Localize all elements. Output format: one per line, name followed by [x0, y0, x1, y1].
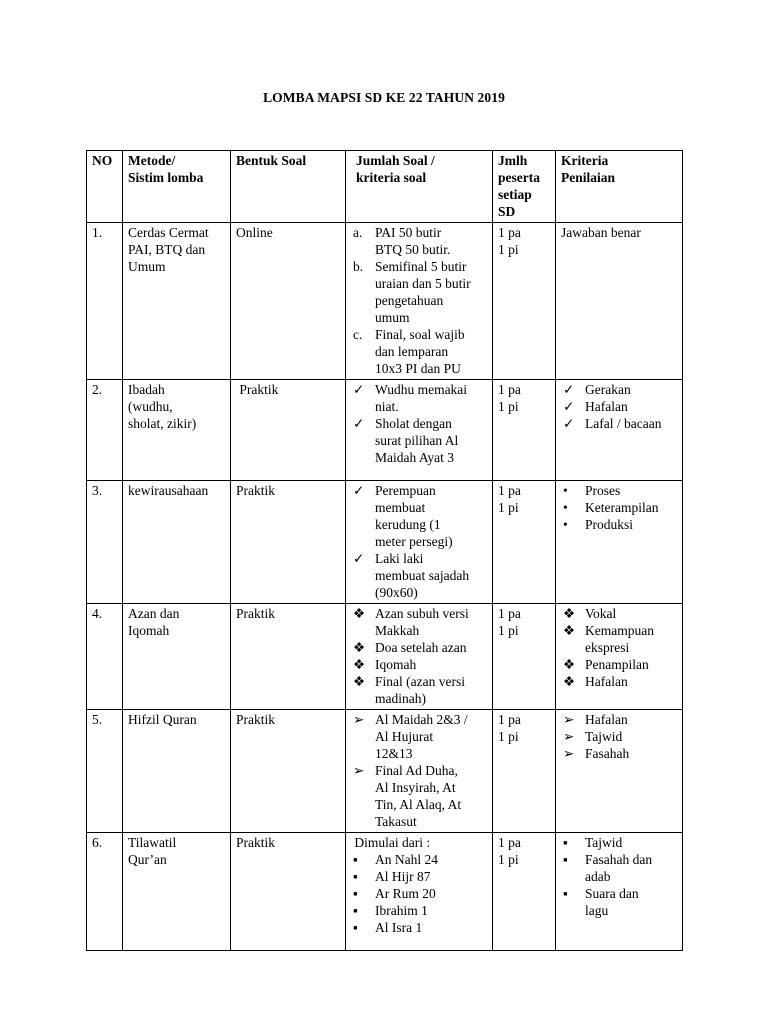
bullet-icon: ❖: [353, 606, 366, 621]
kriteria-item: • Proses: [563, 483, 621, 498]
kriteria-item: ✓ Gerakan: [563, 382, 631, 397]
jumlah-item: ➢ Final Ad Duha, Al Insyirah, At Tin, Al Alaq, At Takasut: [353, 763, 462, 829]
cell-kriteria: Jawaban benar: [556, 223, 683, 380]
jumlah-item: ✓ Wudhu memakai niat.: [353, 382, 468, 414]
bullet-icon: ✓: [353, 382, 365, 397]
jumlah-item: ✓ Laki laki membuat sajadah (90x60): [353, 551, 470, 600]
cell-jumlah-soal: [346, 710, 493, 833]
cell-peserta: 1 pa 1 pi: [493, 710, 556, 833]
table-body: [87, 223, 683, 951]
table-row: [87, 604, 683, 710]
cell-metode: Ibadah (wudhu, sholat, zikir): [123, 380, 231, 481]
cell-no: 6.: [87, 833, 123, 951]
bullet-icon: ❖: [353, 657, 366, 672]
bullet-icon: a.: [353, 225, 363, 240]
kriteria-list: [561, 711, 677, 762]
cell-metode: kewirausahaan: [123, 481, 231, 604]
jumlah-item: ❖ Final (azan versi madinah): [353, 674, 465, 706]
header-jmlh-peserta: Jmlh peserta setiap SD: [493, 151, 556, 223]
bullet-icon: ❖: [563, 657, 576, 672]
bullet-icon: ✓: [563, 399, 575, 414]
bullet-icon: ❖: [353, 640, 366, 655]
bullet-icon: •: [563, 483, 568, 498]
jumlah-list: [351, 711, 487, 830]
document-title: LOMBA MAPSI SD KE 22 TAHUN 2019: [263, 90, 505, 105]
bullet-icon: ❖: [563, 674, 576, 689]
cell-bentuk: Praktik: [231, 833, 346, 951]
jumlah-list: [351, 605, 487, 707]
kriteria-item: ❖ Penampilan: [563, 657, 649, 672]
cell-metode: Hifzil Quran: [123, 710, 231, 833]
bullet-icon: ✓: [563, 382, 575, 397]
header-no: NO: [87, 151, 123, 223]
cell-peserta: 1 pa 1 pi: [493, 833, 556, 951]
header-bentuk: Bentuk Soal: [231, 151, 346, 223]
cell-peserta: 1 pa 1 pi: [493, 223, 556, 380]
kriteria-item: • Produksi: [563, 517, 634, 532]
cell-peserta: 1 pa 1 pi: [493, 604, 556, 710]
jumlah-item: a. PAI 50 butir BTQ 50 butir.: [353, 225, 451, 257]
table-row: [87, 380, 683, 481]
kriteria-item: ▪ Suara dan lagu: [563, 886, 639, 918]
jumlah-item: ❖ Iqomah: [353, 657, 417, 672]
header-row: [87, 151, 683, 223]
cell-peserta: 1 pa 1 pi: [493, 380, 556, 481]
cell-kriteria: [556, 604, 683, 710]
cell-metode: Tilawatil Qur’an: [123, 833, 231, 951]
cell-jumlah-soal: [346, 481, 493, 604]
kriteria-item: ➢ Hafalan: [563, 712, 628, 727]
kriteria-item: ❖ Vokal: [563, 606, 617, 621]
cell-kriteria: [556, 710, 683, 833]
jumlah-item: ▪ Ibrahim 1: [353, 903, 428, 918]
jumlah-item: ▪ Al Isra 1: [353, 920, 423, 935]
cell-bentuk: Praktik: [231, 710, 346, 833]
bullet-icon: ✓: [353, 416, 365, 431]
kriteria-list: [561, 605, 677, 690]
jumlah-item: b. Semifinal 5 butir uraian dan 5 butir pengetahuan umum: [353, 259, 471, 325]
jumlah-intro: Dimulai dari :: [351, 835, 431, 850]
bullet-icon: ➢: [353, 712, 365, 727]
cell-kriteria: [556, 481, 683, 604]
jumlah-item: ▪ Ar Rum 20: [353, 886, 436, 901]
cell-metode: Cerdas Cermat PAI, BTQ dan Umum: [123, 223, 231, 380]
table-row: [87, 481, 683, 604]
jumlah-item: ❖ Doa setelah azan: [353, 640, 467, 655]
table-row: [87, 833, 683, 951]
jumlah-item: ▪ An Nahl 24: [353, 852, 438, 867]
competition-table: [86, 150, 683, 951]
bullet-icon: ▪: [353, 852, 358, 867]
cell-peserta: 1 pa 1 pi: [493, 481, 556, 604]
cell-bentuk: Praktik: [231, 604, 346, 710]
cell-no: 2.: [87, 380, 123, 481]
bullet-icon: ▪: [563, 835, 568, 850]
table-row: [87, 223, 683, 380]
cell-jumlah-soal: [346, 604, 493, 710]
bullet-icon: ➢: [563, 712, 575, 727]
kriteria-item: • Keterampilan: [563, 500, 659, 515]
bullet-icon: b.: [353, 259, 364, 274]
cell-kriteria: [556, 380, 683, 481]
kriteria-item: ▪ Tajwid: [563, 835, 623, 850]
jumlah-item: ▪ Al Hijr 87: [353, 869, 431, 884]
jumlah-list: [351, 482, 487, 601]
cell-jumlah-soal: [346, 223, 493, 380]
bullet-icon: ❖: [353, 674, 366, 689]
kriteria-list: [561, 482, 677, 533]
kriteria-item: ❖ Kemampuan ekspresi: [563, 623, 654, 655]
bullet-icon: ▪: [353, 886, 358, 901]
jumlah-list: [351, 851, 487, 936]
kriteria-list: [561, 834, 677, 919]
cell-no: 1.: [87, 223, 123, 380]
kriteria-item: ➢ Fasahah: [563, 746, 630, 761]
bullet-icon: ➢: [563, 729, 575, 744]
cell-kriteria: [556, 833, 683, 951]
bullet-icon: ▪: [353, 920, 358, 935]
bullet-icon: ▪: [353, 869, 358, 884]
jumlah-list: [351, 224, 487, 377]
cell-bentuk: Praktik: [231, 380, 346, 481]
table-row: [87, 710, 683, 833]
header-kriteria: Kriteria Penilaian: [556, 151, 683, 223]
kriteria-list: [561, 381, 677, 432]
jumlah-item: ➢ Al Maidah 2&3 / Al Hujurat 12&13: [353, 712, 468, 761]
cell-no: 5.: [87, 710, 123, 833]
cell-jumlah-soal: [346, 380, 493, 481]
bullet-icon: ▪: [563, 886, 568, 901]
cell-bentuk: Online: [231, 223, 346, 380]
bullet-icon: ✓: [353, 483, 365, 498]
header-metode: Metode/ Sistim lomba: [123, 151, 231, 223]
jumlah-item: ❖ Azan subuh versi Makkah: [353, 606, 469, 638]
kriteria-item: ✓ Lafal / bacaan: [563, 416, 662, 431]
bullet-icon: ▪: [563, 852, 568, 867]
bullet-icon: ➢: [353, 763, 365, 778]
bullet-icon: •: [563, 517, 568, 532]
jumlah-item: c. Final, soal wajib dan lemparan 10x3 PI dan PU: [353, 327, 465, 376]
kriteria-item: ▪ Fasahah dan adab: [563, 852, 653, 884]
header-jumlah: Jumlah Soal / kriteria soal: [346, 151, 493, 223]
cell-metode: Azan dan Iqomah: [123, 604, 231, 710]
kriteria-item: ✓ Hafalan: [563, 399, 628, 414]
bullet-icon: •: [563, 500, 568, 515]
jumlah-list: [351, 381, 487, 466]
cell-no: 3.: [87, 481, 123, 604]
bullet-icon: ✓: [563, 416, 575, 431]
bullet-icon: ➢: [563, 746, 575, 761]
bullet-icon: ❖: [563, 606, 576, 621]
bullet-icon: ❖: [563, 623, 576, 638]
kriteria-item: ❖ Hafalan: [563, 674, 628, 689]
jumlah-item: ✓ Sholat dengan surat pilihan Al Maidah Ayat 3: [353, 416, 459, 465]
bullet-icon: ▪: [353, 903, 358, 918]
jumlah-item: ✓ Perempuan membuat kerudung (1 meter persegi): [353, 483, 453, 549]
bullet-icon: c.: [353, 327, 363, 342]
cell-bentuk: Praktik: [231, 481, 346, 604]
cell-no: 4.: [87, 604, 123, 710]
cell-jumlah-soal: [346, 833, 493, 951]
bullet-icon: ✓: [353, 551, 365, 566]
kriteria-item: ➢ Tajwid: [563, 729, 623, 744]
